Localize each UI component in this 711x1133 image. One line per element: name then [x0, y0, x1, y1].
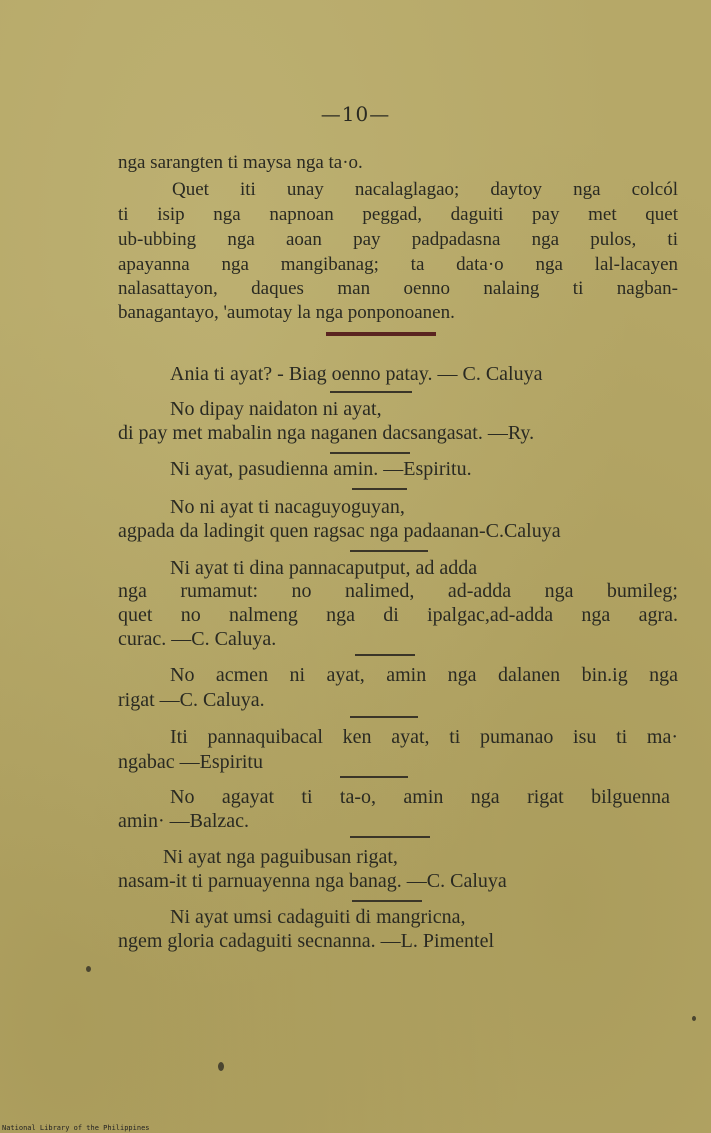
saying-line: Ni ayat nga paguibusan rigat,	[163, 846, 398, 868]
saying-line: No acmen ni ayat, amin nga dalanen bin.ig nga	[170, 664, 678, 686]
saying-line: agpada da ladingit quen ragsac nga padaanan-C.Caluya	[118, 520, 561, 542]
saying-divider	[352, 900, 422, 902]
saying-divider	[355, 654, 415, 656]
saying-divider	[350, 550, 428, 552]
saying-line: Iti pannaquibacal ken ayat, ti pumanao isu ti ma·	[170, 726, 678, 748]
saying-line: No agayat ti ta-o, amin nga rigat bilguenna	[170, 786, 670, 808]
paragraph-line: ub-ubbing nga aoan pay padpadasna nga pulos, ti	[118, 229, 678, 250]
library-footer: National Library of the Philippines	[2, 1124, 150, 1132]
saying-line: ngem gloria cadaguiti secnanna. —L. Pimentel	[118, 930, 494, 952]
saying-divider	[352, 488, 407, 490]
saying-line: di pay met mabalin nga naganen dacsangasat. —Ry.	[118, 422, 535, 444]
saying-divider	[350, 836, 430, 838]
paper-speck	[86, 966, 91, 972]
paragraph-line: Quet iti unay nacalaglagao; daytoy nga colcól	[172, 179, 678, 200]
saying-line: Ni ayat umsi cadaguiti di mangricna,	[170, 906, 466, 928]
paragraph-line: apayanna nga mangibanag; ta data·o nga lal-lacayen	[118, 254, 678, 275]
saying-line: Ania ti ayat? - Biag oenno patay. — C. Caluya	[170, 363, 543, 385]
saying-divider	[330, 452, 410, 454]
saying-line: No ni ayat ti nacaguyoguyan,	[170, 496, 405, 518]
saying-line: nasam-it ti parnuayenna nga banag. —C. Caluya	[118, 870, 507, 892]
paragraph-line: nalasattayon, daques man oenno nalaing ti nagban-	[118, 278, 678, 299]
saying-line: nga rumamut: no nalimed, ad-adda nga bumileg;	[118, 580, 678, 602]
page-number: —10—	[320, 102, 391, 126]
saying-line: Ni ayat ti dina pannacaputput, ad adda	[170, 557, 478, 579]
paper-speck	[692, 1016, 696, 1021]
paragraph-line: ti isip nga napnoan peggad, daguiti pay met quet	[118, 204, 678, 225]
paragraph-line: banagantayo, 'aumotay la nga ponponoanen.	[118, 302, 455, 323]
saying-line: amin· —Balzac.	[118, 810, 250, 832]
saying-line: No dipay naidaton ni ayat,	[170, 398, 382, 420]
saying-line: curac. —C. Caluya.	[118, 628, 277, 650]
saying-line: ngabac —Espiritu	[118, 751, 263, 773]
section-divider	[326, 332, 436, 336]
saying-divider	[330, 391, 412, 393]
paragraph-line: nga sarangten ti maysa nga ta·o.	[118, 152, 363, 173]
saying-line: quet no nalmeng nga di ipalgac,ad-adda nga agra.	[118, 604, 678, 626]
saying-line: Ni ayat, pasudienna amin. —Espiritu.	[170, 458, 472, 480]
paper-speck	[218, 1062, 224, 1071]
saying-line: rigat —C. Caluya.	[118, 689, 265, 711]
saying-divider	[350, 716, 418, 718]
saying-divider	[340, 776, 408, 778]
